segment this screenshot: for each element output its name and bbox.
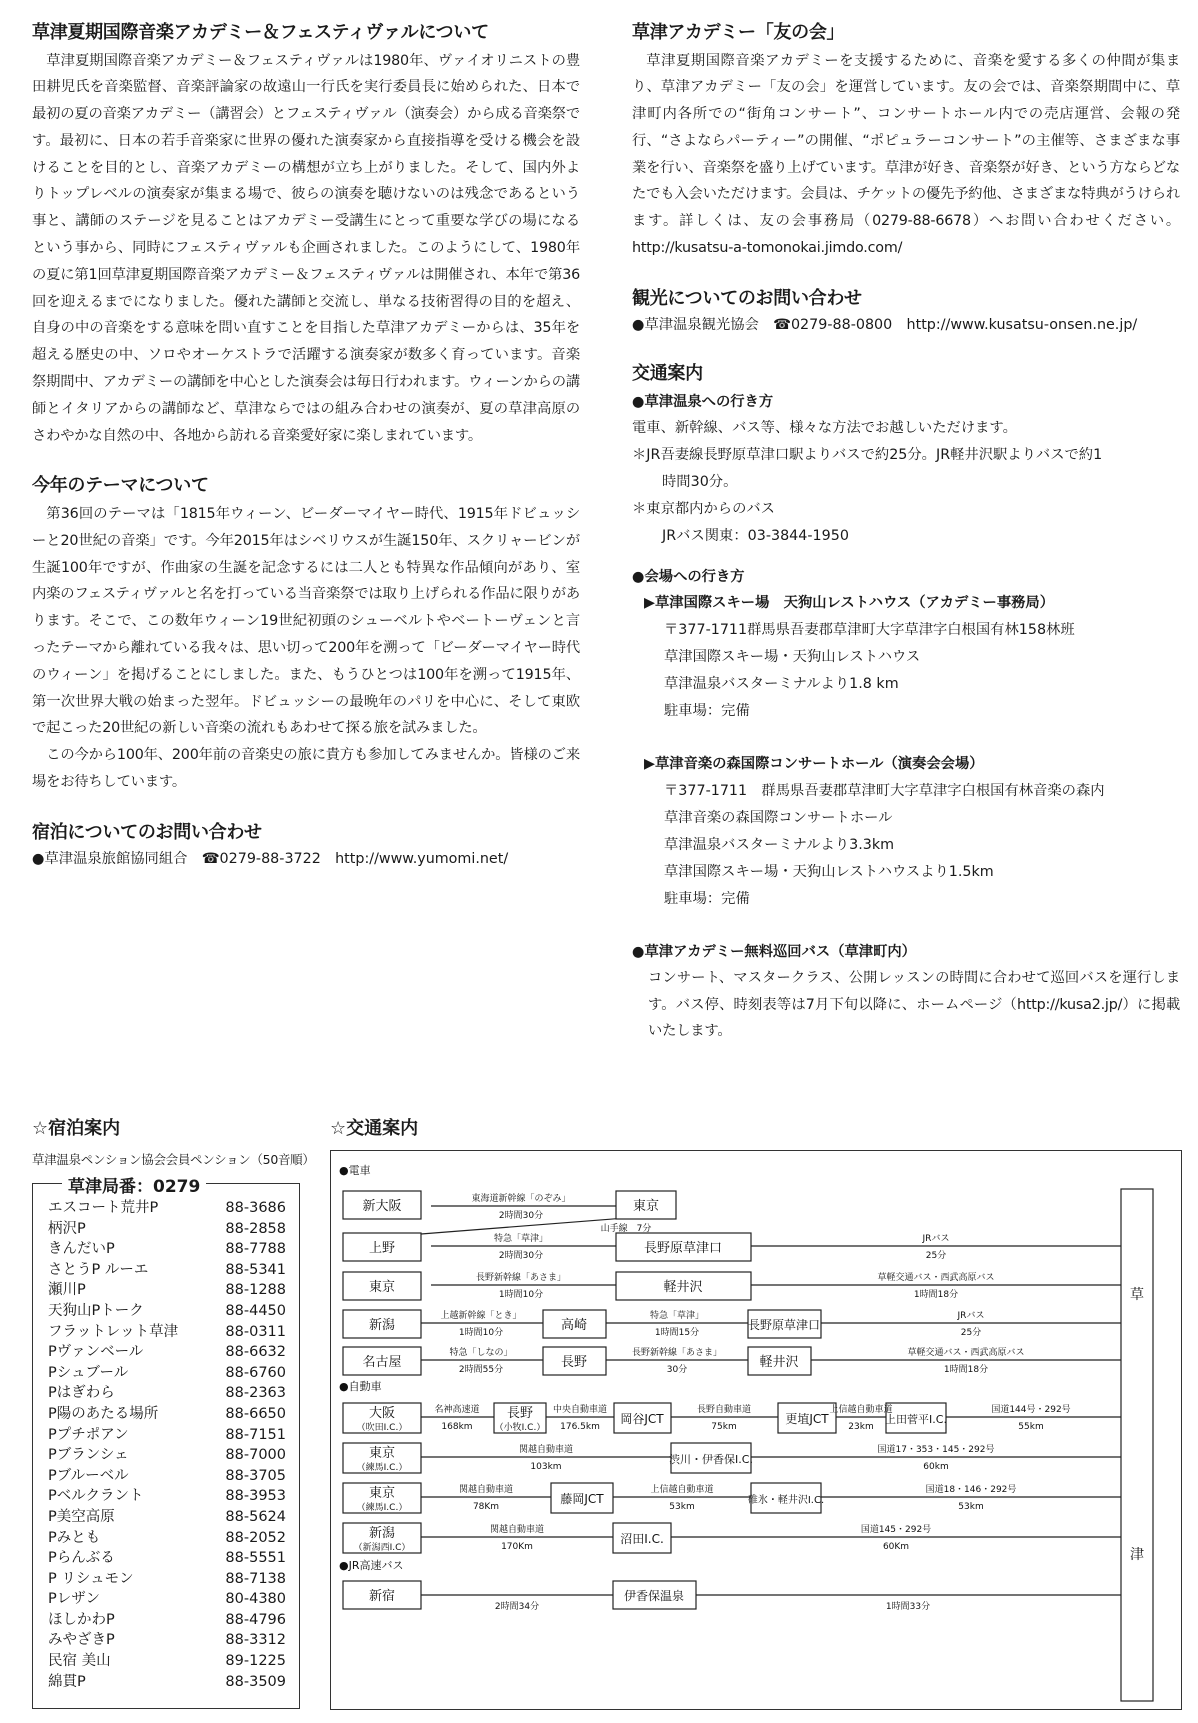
right-column: [632, 22, 1180, 1045]
c1-d: 上信越自動車道: [829, 1405, 893, 1415]
c1-e-km: 55km: [1018, 1422, 1044, 1432]
pension-row: [48, 1672, 292, 1693]
c3-a-km: 78Km: [472, 1502, 500, 1512]
pension-phone: 88-3312: [225, 1632, 286, 1649]
pension-row: [48, 1425, 292, 1446]
pension-name: Pベルクラント: [48, 1488, 144, 1505]
pension-row: [48, 1528, 292, 1549]
tourism-line: ●草津温泉観光協会 ☎0279-88-0800 http://www.kusatsu-onsen.ne.jp/: [632, 317, 1138, 334]
bus-ikaho: 伊香保温泉: [623, 1589, 685, 1603]
tourism-title: 観光についてのお問い合わせ: [632, 287, 862, 309]
pension-row: [48, 1260, 292, 1281]
r4-bus: JRバス: [957, 1311, 985, 1321]
pension-phone: 88-7138: [225, 1570, 286, 1587]
pension-phone: 88-4796: [225, 1611, 286, 1628]
station-shinosaka: 新大阪: [362, 1199, 402, 1214]
r3-time: 1時間10分: [498, 1290, 544, 1300]
r4-time-2: 1時間15分: [654, 1328, 700, 1338]
pension-name: Pレザン: [48, 1591, 100, 1608]
c3-a: 関越自動車道: [458, 1485, 514, 1495]
pension-list: [48, 1198, 292, 1692]
theme-body-1: 第36回のテーマは「1815年ウィーン、ビーダーマイヤー時代、1915年ドビュッシーと20世紀の音楽」です。今年2015年はシベリウスが生誕150年、スクリャービンが生誕100年ですが、作曲家の生誕を記念するには二人とも特異な作品傾向があり、室内楽のフェスティヴァルと名を打っている当音楽祭では取り上げられる作品に限りがあります。そこで、この数年ウィーン19世紀初頭のシューベルトやベートーヴェンと言ったテーマから離れている我々は、思い切って200年を溯って「ビーダーマイヤー時代のウィーン」を掲げることにしました。また、もうひとつは100年を溯って1915年、第一次世界大戦の始まった翌年。ドビュッシーの最晩年のパリを中心に、そして東欧で起こった20世紀の新しい音楽の流れもあわせて探る旅を試みました。: [32, 505, 580, 737]
c1-b: 中央自動車道: [552, 1405, 608, 1415]
pension-name: P陽のあたる場所: [48, 1405, 159, 1422]
tomonokai-body: 草津夏期国際音楽アカデミーを支援するために、音楽を愛する多くの仲間が集まり、草津アカデミー「友の会」を運営しています。友の会では、音楽祭期間中に、草津町内各所での“街角コンサート”、コンサートホール内での売店運営、会報の発行、“さよならパーティー”の開催、“ポピュラーコンサート”の主催等、さまざまな事業を行い、音楽祭を盛り上げています。草津が好き、音楽祭が好き、という方ならどなたでも入会いただけます。会員は、チケットの優先予約他、さまざまな特典がうけられます。詳しくは、友の会事務局（0279-88-6678）へお問い合わせください。http://kusatsu-a-tomonokai.jimdo.com/: [632, 52, 1180, 257]
pension-phone: 88-2858: [225, 1220, 286, 1237]
lodging-subtitle: 草津温泉ペンション協会会員ペンション（50音順）: [32, 1152, 315, 1167]
r2-line: 特急「草津」: [493, 1234, 549, 1244]
pension-phone: 88-7788: [225, 1241, 286, 1258]
pension-row: [48, 1507, 292, 1528]
c1-c-km: 75km: [711, 1422, 737, 1432]
pension-row: [48, 1363, 292, 1384]
pension-row: [48, 1198, 292, 1219]
stay-contact-title: 宿泊についてのお問い合わせ: [32, 821, 262, 843]
r3-bus-time: 1時間18分: [913, 1290, 959, 1300]
venue-hall-parking: 駐車場：完備: [664, 890, 750, 907]
r2-time: 2時間30分: [498, 1251, 544, 1261]
pension-row: [48, 1383, 292, 1404]
pension-name: エスコート荒井P: [48, 1200, 159, 1216]
pension-row: [48, 1239, 292, 1260]
c2-a: 関越自動車道: [518, 1445, 574, 1455]
station-nagano: 長野: [560, 1355, 588, 1370]
r5-line-2: 長野新幹線「あさま」: [631, 1348, 723, 1358]
r5-time: 2時間55分: [458, 1365, 504, 1375]
pension-name: Pはぎわら: [48, 1385, 115, 1402]
pension-row: [48, 1610, 292, 1631]
r4-line-2: 特急「草津」: [649, 1311, 705, 1321]
pension-phone: 88-7000: [225, 1447, 286, 1464]
lodging-area-code: 草津局番：0279: [62, 1172, 206, 1197]
pension-phone: 88-7151: [225, 1426, 286, 1443]
pension-name: 民宿 美山: [48, 1653, 111, 1670]
pension-phone: 80-4380: [225, 1591, 286, 1608]
pension-phone: 88-5341: [225, 1261, 286, 1278]
r4-line: 上越新幹線「とき」: [440, 1311, 522, 1321]
tomonokai-title: 草津アカデミー「友の会」: [632, 22, 845, 43]
shuttle-body: コンサート、マスタークラス、公開レッスンの時間に合わせて巡回バスを運行します。バス停、時刻表等は7月下旬以降に、ホームページ（http://kusa2.jp/）に掲載いたします。: [648, 969, 1180, 1040]
access-intro: 電車、新幹線、バス等、様々な方法でお越しいただけます。: [632, 419, 1017, 436]
venue-ski-addr: 〒377-1711群馬県吾妻郡草津町大字草津字白根国有林158林班: [664, 621, 1075, 638]
car-osaka-sub: （吹田I.C.）: [356, 1423, 408, 1433]
car-tokyo-2: 東京: [368, 1486, 396, 1501]
station-karuizawa: 軽井沢: [663, 1280, 703, 1295]
pension-name: Pブルーベル: [48, 1467, 129, 1484]
station-karuizawa-2: 軽井沢: [759, 1355, 799, 1370]
pension-name: ほしかわP: [48, 1611, 115, 1628]
c4-a-km: 170Km: [501, 1542, 533, 1552]
station-naganohara: 長野原草津口: [643, 1241, 723, 1256]
bus-label: ●JR高速バス: [339, 1559, 404, 1572]
c2-b-km: 60km: [923, 1462, 949, 1472]
transport-title: ☆交通案内: [330, 1118, 419, 1139]
c4-b-km: 60Km: [882, 1542, 910, 1552]
access-to-venue: ●会場への行き方: [632, 568, 745, 585]
r2-bus: JRバス: [922, 1234, 950, 1244]
venue-hall-dist-1: 草津温泉バスターミナルより3.3km: [664, 836, 895, 853]
c1-d-km: 23km: [848, 1422, 874, 1432]
left-column: [32, 22, 580, 871]
pension-name: 柄沢P: [48, 1220, 86, 1237]
c2-b: 国道17・353・145・292号: [877, 1445, 995, 1455]
r3-line: 長野新幹線「あさま」: [475, 1273, 567, 1283]
pension-phone: 88-3705: [225, 1467, 286, 1484]
shuttle-title: ●草津アカデミー無料巡回バス（草津町内）: [632, 943, 916, 960]
car-niigata-sub: （新潟西I.C）: [353, 1543, 411, 1553]
pension-name: さとうP ルーエ: [48, 1261, 149, 1278]
car-tokyo-sub: （練馬I.C.）: [356, 1463, 408, 1473]
station-naganohara-2: 長野原草津口: [747, 1318, 821, 1332]
venue-hall-dist-2: 草津国際スキー場・天狗山レストハウスより1.5km: [664, 863, 994, 880]
pension-name: みやざきP: [48, 1632, 115, 1649]
access-tokyo-bus: ＊東京都内からのバス: [632, 500, 775, 517]
pension-row: [48, 1342, 292, 1363]
pension-phone: 88-2052: [225, 1529, 286, 1546]
station-niigata: 新潟: [368, 1318, 396, 1333]
pension-row: [48, 1466, 292, 1487]
pension-phone: 88-5551: [225, 1550, 286, 1567]
stay-contact-line: ●草津温泉旅館協同組合 ☎0279-88-3722 http://www.yumomi.net/: [32, 851, 509, 868]
academy-body: 草津夏期国際音楽アカデミー＆フェスティヴァルは1980年、ヴァイオリニストの豊田耕児氏を音楽監督、音楽評論家の故遠山一行氏を実行委員長に始められた、日本で最初の夏の音楽アカデミー（講習会）とフェスティヴァル（演奏会）から成る音楽祭です。最初に、日本の若手音楽家に世界の優れた演奏家から直接指導を受ける機会を設けることを目的とし、音楽アカデミーの構想が立ち上がりました。そして、国内外よりトップレベルの演奏家が集まる場で、彼らの演奏を聴けないのは残念であるという事と、講師のステージを見ることはアカデミー受講生にとって重要な学びの場になるという事から、同時にフェスティヴァルも企画されました。このようにして、1980年の夏に第1回草津夏期国際音楽アカデミー＆フェスティヴァルは開催され、本年で第36回を迎えるまでになりました。優れた講師と交流し、単なる技術習得の目的を超え、自身の中の音楽をする意味を問い直すことを目指した草津アカデミーからは、35年を超える歴史の中、ソロやオーケストラで活躍する演奏家が数多く育っています。音楽祭期間中、アカデミーの講師を中心とした演奏会は毎日行われます。ウィーンからの講師とイタリアからの講師など、草津ならではの組み合わせの演奏が、夏の草津高原のさわやかな自然の中、各地から訪れる音楽愛好家に楽しまれています。: [32, 52, 580, 444]
kusatsu-box: [1121, 1189, 1153, 1701]
station-tokyo-2: 東京: [368, 1280, 396, 1295]
pension-name: Pみとも: [48, 1529, 101, 1546]
c1-b-km: 176.5km: [560, 1422, 600, 1432]
venue-ski-name: 草津国際スキー場・天狗山レストハウス: [664, 648, 921, 665]
pension-name: Pヴァンベール: [48, 1344, 144, 1361]
theme-body-2: この今から100年、200年前の音楽史の旅に貴方も参加してみませんか。皆様のご来場をお待ちしています。: [32, 747, 580, 790]
pension-row: [48, 1486, 292, 1507]
pension-row: [48, 1404, 292, 1425]
pension-phone: 88-3509: [225, 1673, 286, 1690]
r2-bus-time: 25分: [925, 1251, 947, 1261]
pension-row: [48, 1651, 292, 1672]
venue-hall-title: ▶草津音楽の森国際コンサートホール（演奏会会場）: [644, 755, 984, 772]
academy-title: 草津夏期国際音楽アカデミー＆フェスティヴァルについて: [32, 22, 489, 43]
pension-row: [48, 1280, 292, 1301]
r5-line: 特急「しなの」: [449, 1348, 513, 1358]
pension-phone: 88-0311: [225, 1323, 286, 1340]
access-title: 交通案内: [632, 363, 703, 385]
pension-row: [48, 1445, 292, 1466]
venue-hall-addr: 〒377-1711 群馬県吾妻郡草津町大字草津字白根国有林音楽の森内: [664, 782, 1105, 799]
pension-name: 瀬川P: [48, 1282, 86, 1299]
c1-a-km: 168km: [441, 1422, 473, 1432]
pension-name: P美空高原: [48, 1508, 115, 1525]
car-fujioka: 藤岡JCT: [560, 1492, 604, 1506]
destination-2: 津: [1130, 1547, 1144, 1563]
r5-bus: 草軽交通バス・西武高原バス: [907, 1348, 1025, 1358]
c4-a: 関越自動車道: [489, 1525, 545, 1535]
c2-a-km: 103km: [530, 1462, 562, 1472]
access-jr-2: 時間30分。: [662, 473, 738, 490]
pension-row: [48, 1301, 292, 1322]
pension-name: Pらんぶる: [48, 1550, 115, 1567]
c3-b-km: 53km: [669, 1502, 695, 1512]
r3-bus: 草軽交通バス・西武高原バス: [877, 1273, 995, 1283]
pension-phone: 89-1225: [225, 1653, 286, 1670]
lodging-title: ☆宿泊案内: [32, 1118, 121, 1139]
car-nagano: 長野: [506, 1406, 534, 1421]
venue-ski-title: ▶草津国際スキー場 天狗山レストハウス（アカデミー事務局）: [644, 594, 1055, 611]
theme-title: 今年のテーマについて: [32, 475, 209, 497]
c1-a: 名神高速道: [434, 1405, 480, 1415]
pension-phone: 88-6650: [225, 1405, 286, 1422]
car-shibukawa: 渋川・伊香保I.C.: [669, 1453, 753, 1466]
pension-phone: 88-6632: [225, 1344, 286, 1361]
c3-c-km: 53km: [958, 1502, 984, 1512]
pension-row: [48, 1219, 292, 1240]
c3-b: 上信越自動車道: [650, 1485, 714, 1495]
pension-phone: 88-3686: [225, 1200, 286, 1216]
c3-c: 国道18・146・292号: [925, 1485, 1017, 1495]
r5-time-2: 30分: [666, 1365, 688, 1375]
pension-phone: 88-1288: [225, 1282, 286, 1299]
car-okaya: 岡谷JCT: [620, 1412, 664, 1426]
pension-row: [48, 1322, 292, 1343]
pension-phone: 88-3953: [225, 1488, 286, 1505]
pension-row: [48, 1630, 292, 1651]
pension-phone: 88-2363: [225, 1385, 286, 1402]
r4-time: 1時間10分: [458, 1328, 504, 1338]
car-niigata: 新潟: [368, 1526, 396, 1541]
car-uedasugadaira: 上田菅平I.C.: [885, 1413, 947, 1426]
r1-time: 2時間30分: [498, 1211, 544, 1221]
access-jr-bus: JRバス関東：03-3844-1950: [662, 527, 849, 544]
c4-b: 国道145・292号: [860, 1525, 932, 1535]
pension-name: P リシュモン: [48, 1570, 134, 1587]
station-tokyo: 東京: [632, 1199, 660, 1214]
pension-row: [48, 1548, 292, 1569]
pension-phone: 88-5624: [225, 1508, 286, 1525]
pension-row: [48, 1589, 292, 1610]
yamanote: 山手線 7分: [600, 1224, 652, 1234]
pension-phone: 88-6760: [225, 1364, 286, 1381]
b1-time: 2時間34分: [494, 1602, 540, 1612]
car-usui: 碓氷・軽井沢I.C.: [747, 1495, 825, 1506]
car-koshoku: 更埴JCT: [785, 1412, 829, 1426]
destination-1: 草: [1130, 1287, 1144, 1303]
station-ueno: 上野: [368, 1241, 396, 1256]
venue-hall-name: 草津音楽の森国際コンサートホール: [664, 809, 893, 826]
car-tokyo-2-sub: （練馬I.C.）: [356, 1503, 408, 1513]
pension-name: きんだいP: [48, 1241, 115, 1258]
access-jr-1: ＊JR吾妻線長野原草津口駅よりバスで約25分。JR軽井沢駅よりバスで約1: [632, 446, 1103, 463]
c1-e: 国道144号・292号: [991, 1405, 1071, 1415]
access-to-kusatsu: ●草津温泉への行き方: [632, 393, 774, 410]
pension-name: 綿貫P: [48, 1673, 86, 1690]
pension-phone: 88-4450: [225, 1302, 286, 1319]
car-numata: 沼田I.C.: [620, 1532, 664, 1546]
r5-bus-time: 1時間18分: [943, 1365, 989, 1375]
pension-name: 天狗山Pトーク: [48, 1302, 144, 1319]
r1-line: 東海道新幹線「のぞみ」: [471, 1194, 571, 1204]
r4-bus-time: 25分: [960, 1328, 982, 1338]
pension-row: [48, 1569, 292, 1590]
pension-name: Pシュブール: [48, 1364, 129, 1381]
pension-name: Pブランシェ: [48, 1447, 129, 1464]
station-takasaki: 高崎: [560, 1318, 588, 1333]
pension-name: Pプチポアン: [48, 1426, 129, 1443]
transport-diagram: [330, 1150, 1182, 1710]
car-label: ●自動車: [339, 1380, 382, 1393]
venue-ski-dist: 草津温泉バスターミナルより1.8 km: [664, 675, 899, 692]
c1-c: 長野自動車道: [696, 1405, 752, 1415]
b1-time-2: 1時間33分: [885, 1602, 931, 1612]
venue-ski-parking: 駐車場：完備: [664, 702, 750, 719]
train-label: ●電車: [339, 1164, 371, 1177]
bus-shinjuku: 新宿: [368, 1589, 396, 1604]
car-tokyo: 東京: [368, 1446, 396, 1461]
car-nagano-sub: （小牧I.C.）: [494, 1423, 546, 1433]
pension-name: フラットレット草津: [48, 1323, 179, 1340]
station-nagoya: 名古屋: [362, 1355, 402, 1370]
car-osaka: 大阪: [368, 1406, 396, 1421]
